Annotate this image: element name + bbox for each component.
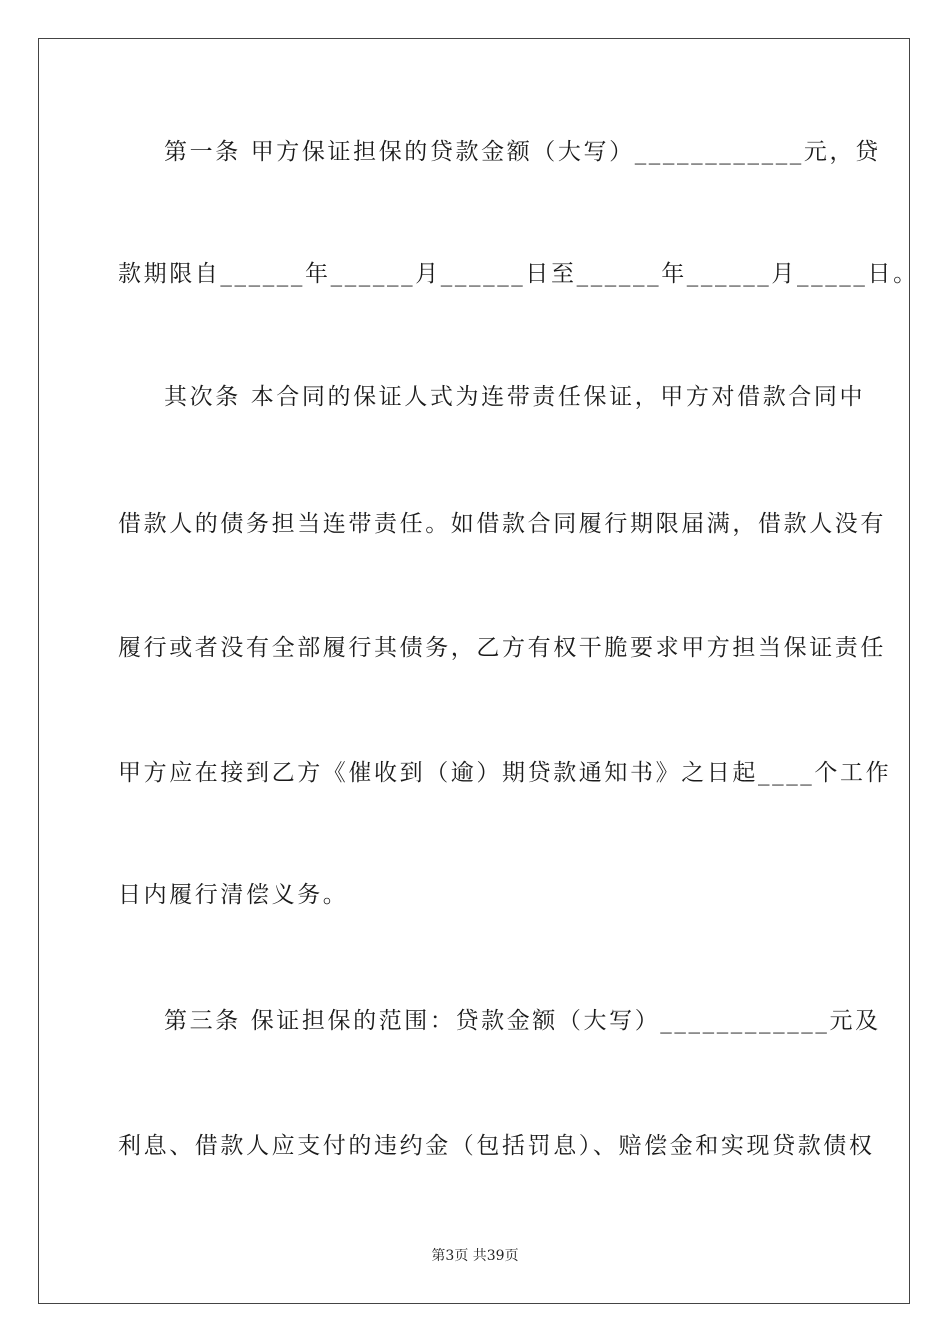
clause-2-line-4: 甲方应在接到乙方《催收到（逾）期贷款通知书》之日起____个工作 — [118, 760, 892, 786]
page-border — [38, 38, 919, 1304]
clause-3-line-1: 第三条 保证担保的范围：贷款金额（大写）____________元及 — [164, 1008, 881, 1034]
clause-1-line-2: 款期限自______年______月______日至______年______月_____日。 — [118, 261, 919, 287]
clause-2-line-2: 借款人的债务担当连带责任。如借款合同履行期限届满，借款人没有 — [118, 511, 886, 537]
page-footer: 第3页 共39页 — [431, 1248, 519, 1264]
clause-2-line-1: 其次条 本合同的保证人式为连带责任保证，甲方对借款合同中 — [164, 384, 866, 410]
clause-1-line-1: 第一条 甲方保证担保的贷款金额（大写）____________元，贷 — [164, 139, 881, 165]
clause-2-line-5: 日内履行清偿义务。 — [118, 882, 349, 908]
clause-3-line-2: 利息、借款人应支付的违约金（包括罚息）、赔偿金和实现贷款债权 — [118, 1133, 875, 1159]
clause-2-line-3: 履行或者没有全部履行其债务，乙方有权干脆要求甲方担当保证责任 — [118, 635, 886, 661]
